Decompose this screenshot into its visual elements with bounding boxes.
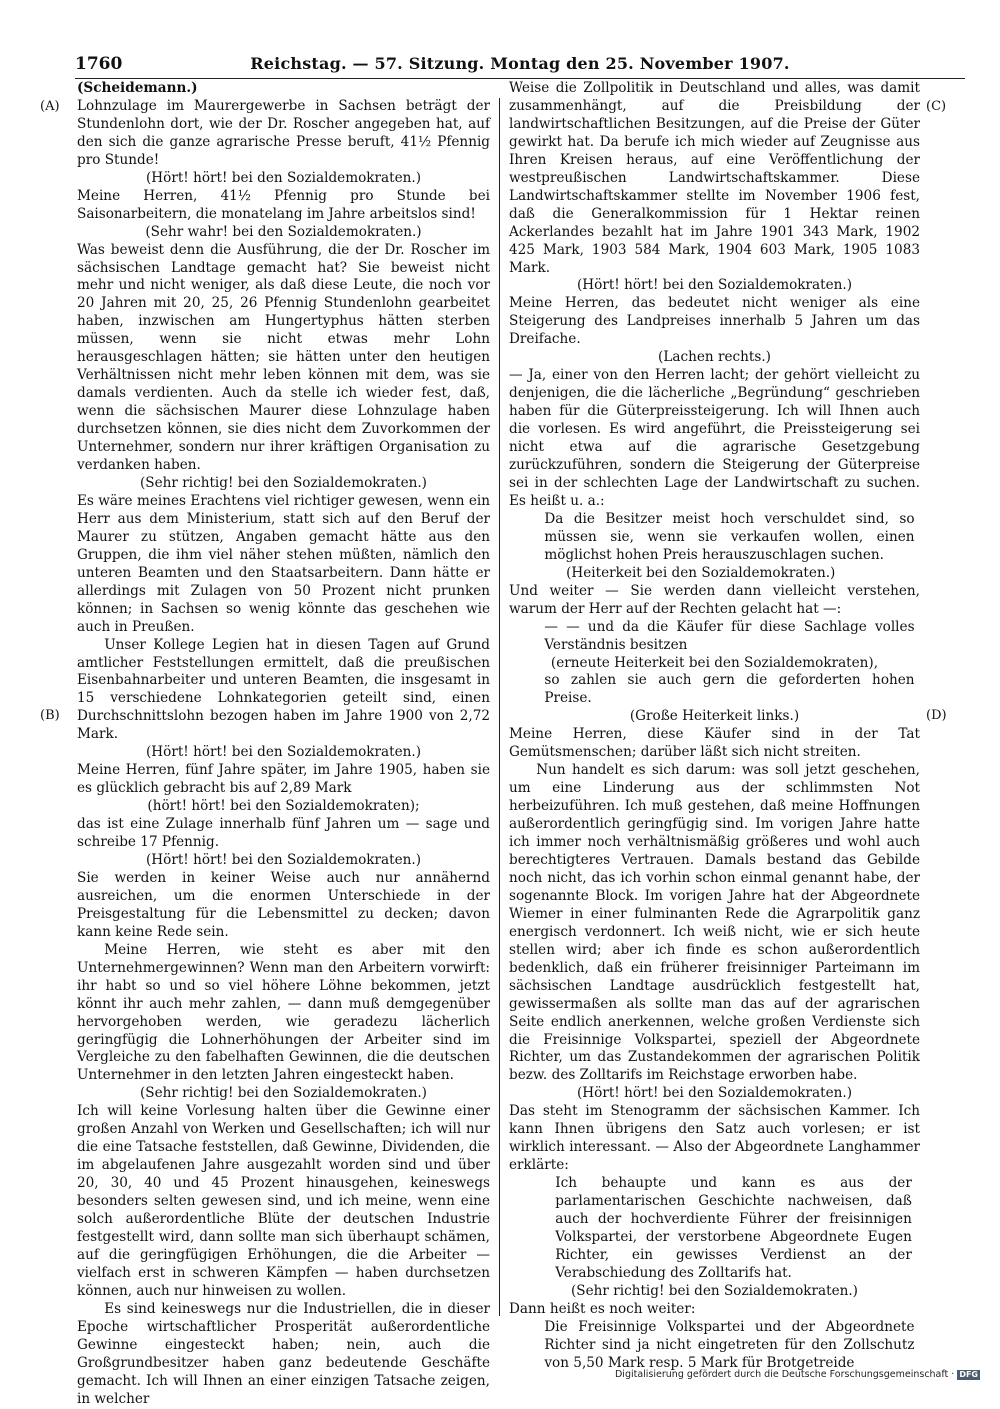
interjection: (Hört! hört! bei den Sozialdemokraten.) bbox=[145, 744, 421, 761]
paragraph: Das steht im Stenogramm der sächsischen Kammer. Ich kann Ihnen übrigens den Satz auch vorlesen; er ist wirklich interessant. — Also der Abgeordnete Langhammer erklärte: bbox=[509, 1103, 920, 1174]
dfg-logo: DFG bbox=[959, 1369, 978, 1379]
credit-text: Digitalisierung gefördert durch die Deutsche Forschungsgemeinschaft bbox=[614, 1369, 949, 1380]
paragraph: Nun handelt es sich darum: was soll jetzt geschehen, um eine Linderung aus der schlimmsten Not herbeizuführen. Ich muß gestehen, daß meine Hoffnungen außerordentlich geringfügig sind. Im vorigen Jahre hatte ich immer noch verhältnismäßig größeres und wohl auch berechtigteres Vertrauen. Damals bestand das Gebilde noch nicht, das ich vorhin schon einmal genannt habe, der sogenannte Block. Im vorigen Jahre hat der Abgeordnete Wiemer in einer fulminanten Rede die Agrarpolitik ganz energisch verdonnert. Ich weiß nicht, wie er sich heute stellen wird; aber ich finde es schon außerordentlich bedenklich, daß ein früherer freisinniger Parteimann im sächsischen Landtage ausdrücklich festgestellt hat, gewissermaßen als sollte man das auf der agrarischen Seite endlich anerkennen, welche großen Verdienste sich die Freisinnige Volkspartei, speziell der Abgeordnete Richter, um das Zustandekommen der agrarischen Politik bezw. des Zolltarifs im Reichstage erworben habe. bbox=[509, 762, 920, 1084]
margin-marker-d: (D) bbox=[926, 708, 947, 723]
interjection: (Sehr richtig! bei den Sozialdemokraten.) bbox=[571, 1282, 858, 1299]
interjection: (Hört! hört! bei den Sozialdemokraten.) bbox=[576, 277, 852, 294]
page-number: 1760 bbox=[75, 54, 123, 74]
interjection: (Hört! hört! bei den Sozialdemokraten.) bbox=[145, 169, 421, 186]
paragraph: Und weiter — Sie werden dann vielleicht verstehen, warum der Herr auf der Rechten gelacht hat —: bbox=[509, 582, 920, 617]
interjection: (Sehr wahr! bei den Sozialdemokraten.) bbox=[145, 223, 422, 240]
margin-marker-a: (A) bbox=[40, 99, 60, 114]
right-column bbox=[509, 80, 920, 1373]
speaker-name: (Scheidemann.) bbox=[77, 80, 198, 96]
paragraph: Unser Kollege Legien hat in diesen Tagen auf Grund amtlicher Feststellungen ermittelt, daß die preußischen Eisenbahnarbeiter und unteren Beamten, die insgesamt in 15 verschiedene Lohnkategorien geteilt sind, einen Durchschnittslohn bezogen haben im Jahre 1900 von 2,72 Mark. bbox=[77, 636, 490, 743]
paragraph: Was beweist denn die Ausführung, die der Dr. Roscher im sächsischen Landtage gemacht hat? Sie beweist nicht mehr und nicht weniger, als daß diese Leute, die noch vor 20 Jahren mit 20, 25, 26 Pfennig Stundenlohn gearbeitet haben, inzwischen am Hungertyphus hätten sterben müssen, wenn sie nicht etwas mehr Lohn herausgeschlagen hätten; sie hätten unter den heutigen Verhältnissen nicht mehr leben können mit dem, was sie damals verdienten. Auch da stelle ich wieder fest, daß, wenn die sächsischen Maurer diese Lohnzulage haben durchsetzen können, sie dies nicht dem Zuvorkommen der Unternehmer, sondern nur ihrer kräftigen Organisation zu verdanken haben. bbox=[77, 241, 490, 474]
margin-marker-b: (B) bbox=[40, 708, 60, 723]
paragraph: Lohnzulage im Maurergewerbe in Sachsen beträgt der Stundenlohn dort, wie der Dr. Roscher angegeben hat, auf den sich die ganze agrarische Presse beruft, 41½ Pfennig pro Stunde! bbox=[77, 97, 490, 168]
paragraph: Es wäre meines Erachtens viel richtiger gewesen, wenn ein Herr aus dem Ministerium, statt sich auf den Beruf der Maurer zu stützen, Angaben gemacht hätte aus den Gruppen, die ihm viel näher stehen müßten, nämlich den unteren Beamten und den Staatsarbeitern. Dann hätte er allerdings mit Zulagen von 50 Prozent nicht prunken können; in Sachsen so wenig könnte das geschehen wie auch in Preußen. bbox=[77, 492, 490, 635]
interjection: (erneute Heiterkeit bei den Sozialdemokraten), bbox=[550, 654, 879, 671]
paragraph: Weise die Zollpolitik in Deutschland und alles, was damit zusammenhängt, auf die Preisbildung der landwirtschaftlichen Besitzungen, auf die Preise der Güter gewirkt hat. Da berufe ich mich wieder auf Zeugnisse aus Ihren Kreisen heraus, auf eine Veröffentlichung der westpreußischen Landwirtschaftskammer. Diese Landwirtschaftskammer stellte im November 1906 fest, daß die Generalkommission für 1 Hektar reinen Ackerlandes bezahlt hat im Jahre 1901 343 Mark, 1902 425 Mark, 1903 584 Mark, 1904 603 Mark, 1905 1083 Mark. bbox=[509, 80, 920, 276]
interjection: (Sehr richtig! bei den Sozialdemokraten.) bbox=[140, 1085, 427, 1102]
column-divider bbox=[499, 98, 500, 1316]
interjection: (Heiterkeit bei den Sozialdemokraten.) bbox=[566, 564, 836, 581]
page-header bbox=[75, 52, 965, 79]
interjection: (Sehr richtig! bei den Sozialdemokraten.) bbox=[140, 474, 427, 491]
quotation: Ich behaupte und kann es aus der parlamentarischen Geschichte nachweisen, daß auch der hochverdiente Führer der freisinnigen Volkspartei, der verstorbene Abgeordnete Eugen Richter, ein gewisses Verdienst an der Verabschiedung des Zolltarifs hat. bbox=[555, 1175, 912, 1281]
paragraph: Es sind keineswegs nur die Industriellen, die in dieser Epoche wirtschaftlicher Prosperität außerordentliche Gewinne eingesteckt haben; nein, auch die Großgrundbesitzer haben ganz bedeutende Geschäfte gemacht. Ich will Ihnen an einer einzigen Tatsache zeigen, in welcher bbox=[77, 1300, 490, 1407]
interjection: (Hört! hört! bei den Sozialdemokraten.) bbox=[145, 851, 421, 868]
quotation: Da die Besitzer meist hoch verschuldet sind, so müssen sie, wenn sie verkaufen wollen, einen möglichst hohen Preis herauszuschlagen suchen. bbox=[544, 510, 915, 563]
running-head: Reichstag. — 57. Sitzung. Montag den 25. November 1907. bbox=[250, 54, 790, 73]
quotation: so zahlen sie auch gern die geforderten hohen Preise. bbox=[544, 672, 915, 707]
digitization-credit bbox=[615, 1369, 980, 1380]
paragraph: Dann heißt es noch weiter: bbox=[509, 1300, 696, 1317]
paragraph: Meine Herren, das bedeutet nicht weniger als eine Steigerung des Landpreises innerhalb 5 Jahren um das Dreifache. bbox=[509, 295, 920, 348]
interjection: (Große Heiterkeit links.) bbox=[629, 708, 800, 725]
left-column bbox=[77, 80, 490, 1409]
paragraph: Ich will keine Vorlesung halten über die Gewinne einer großen Anzahl von Werken und Gesellschaften; ich will nur die eine Tatsache feststellen, daß Gewinne, Dividenden, die im abgelaufenen Jahre ausgezahlt worden sind und über 20, 30, 40 und 45 Prozent hinausgehen, keineswegs besonders selten gewesen sind, und ich meine, wenn eine solch außerordentliche Blüte der deutschen Industrie festgestellt wird, dann sollte man sich überhaupt schämen, auf die geringfügigen Erhöhungen, die die Arbeiter — vielfach erst in schweren Kämpfen — haben durchsetzen können, auch nur hinweisen zu wollen. bbox=[77, 1103, 490, 1299]
margin-marker-c: (C) bbox=[926, 99, 947, 114]
paragraph: Meine Herren, fünf Jahre später, im Jahre 1905, haben sie es glücklich gebracht bis auf 2,89 Mark bbox=[77, 762, 490, 797]
paragraph: Meine Herren, diese Käufer sind in der Tat Gemütsmenschen; darüber läßt sich nicht streiten. bbox=[509, 726, 920, 761]
interjection: (Hört! hört! bei den Sozialdemokraten.) bbox=[576, 1085, 852, 1102]
interjection: (hört! hört! bei den Sozialdemokraten); bbox=[147, 798, 420, 815]
quotation: — — und da die Käufer für diese Sachlage volles Verständnis besitzen bbox=[544, 618, 915, 653]
paragraph: Sie werden in keiner Weise auch nur annähernd ausreichen, um die enormen Unterschiede in der Preisgestaltung für die Lebensmittel zu decken; davon kann keine Rede sein. bbox=[77, 869, 490, 940]
paragraph: — Ja, einer von den Herren lacht; der gehört vielleicht zu denjenigen, die die lächerliche „Begründung“ geschrieben haben für die Güterpreissteigerung. Ich will Ihnen auch die vorlesen. Es wird angeführt, die Preissteigerung sei nicht etwa auf die agrarische Gesetzgebung zurückzuführen, sondern die Steigerung der Güterpreise sei in der schlechten Lage der Landwirtschaft zu suchen. Es heißt u. a.: bbox=[509, 367, 920, 509]
paragraph: das ist eine Zulage innerhalb fünf Jahren um — sage und schreibe 17 Pfennig. bbox=[77, 816, 490, 851]
paragraph: Meine Herren, wie steht es aber mit den Unternehmergewinnen? Wenn man den Arbeitern vorwirft: ihr habt so und so viel höhere Löhne bekommen, jetzt könnt ihr auch mehr zahlen, — dann muß demgegenüber hervorgehoben werden, wie geradezu lächerlich geringfügig die Lohnerhöhungen der Arbeiter sind im Vergleiche zu den fabelhaften Gewinnen, die die deutschen Unternehmer in den letzten Jahren eingesteckt haben. bbox=[77, 941, 490, 1084]
paragraph: Meine Herren, 41½ Pfennig pro Stunde bei Saisonarbeitern, die monatelang im Jahre arbeitslos sind! bbox=[77, 187, 490, 222]
interjection: (Lachen rechts.) bbox=[658, 349, 771, 366]
quotation: Die Freisinnige Volkspartei und der Abgeordnete Richter sind ja nicht eingetreten für den Zollschutz von 5,50 Mark resp. 5 Mark für Brotgetreide bbox=[544, 1318, 915, 1371]
credit-bullet: · bbox=[951, 1369, 955, 1380]
